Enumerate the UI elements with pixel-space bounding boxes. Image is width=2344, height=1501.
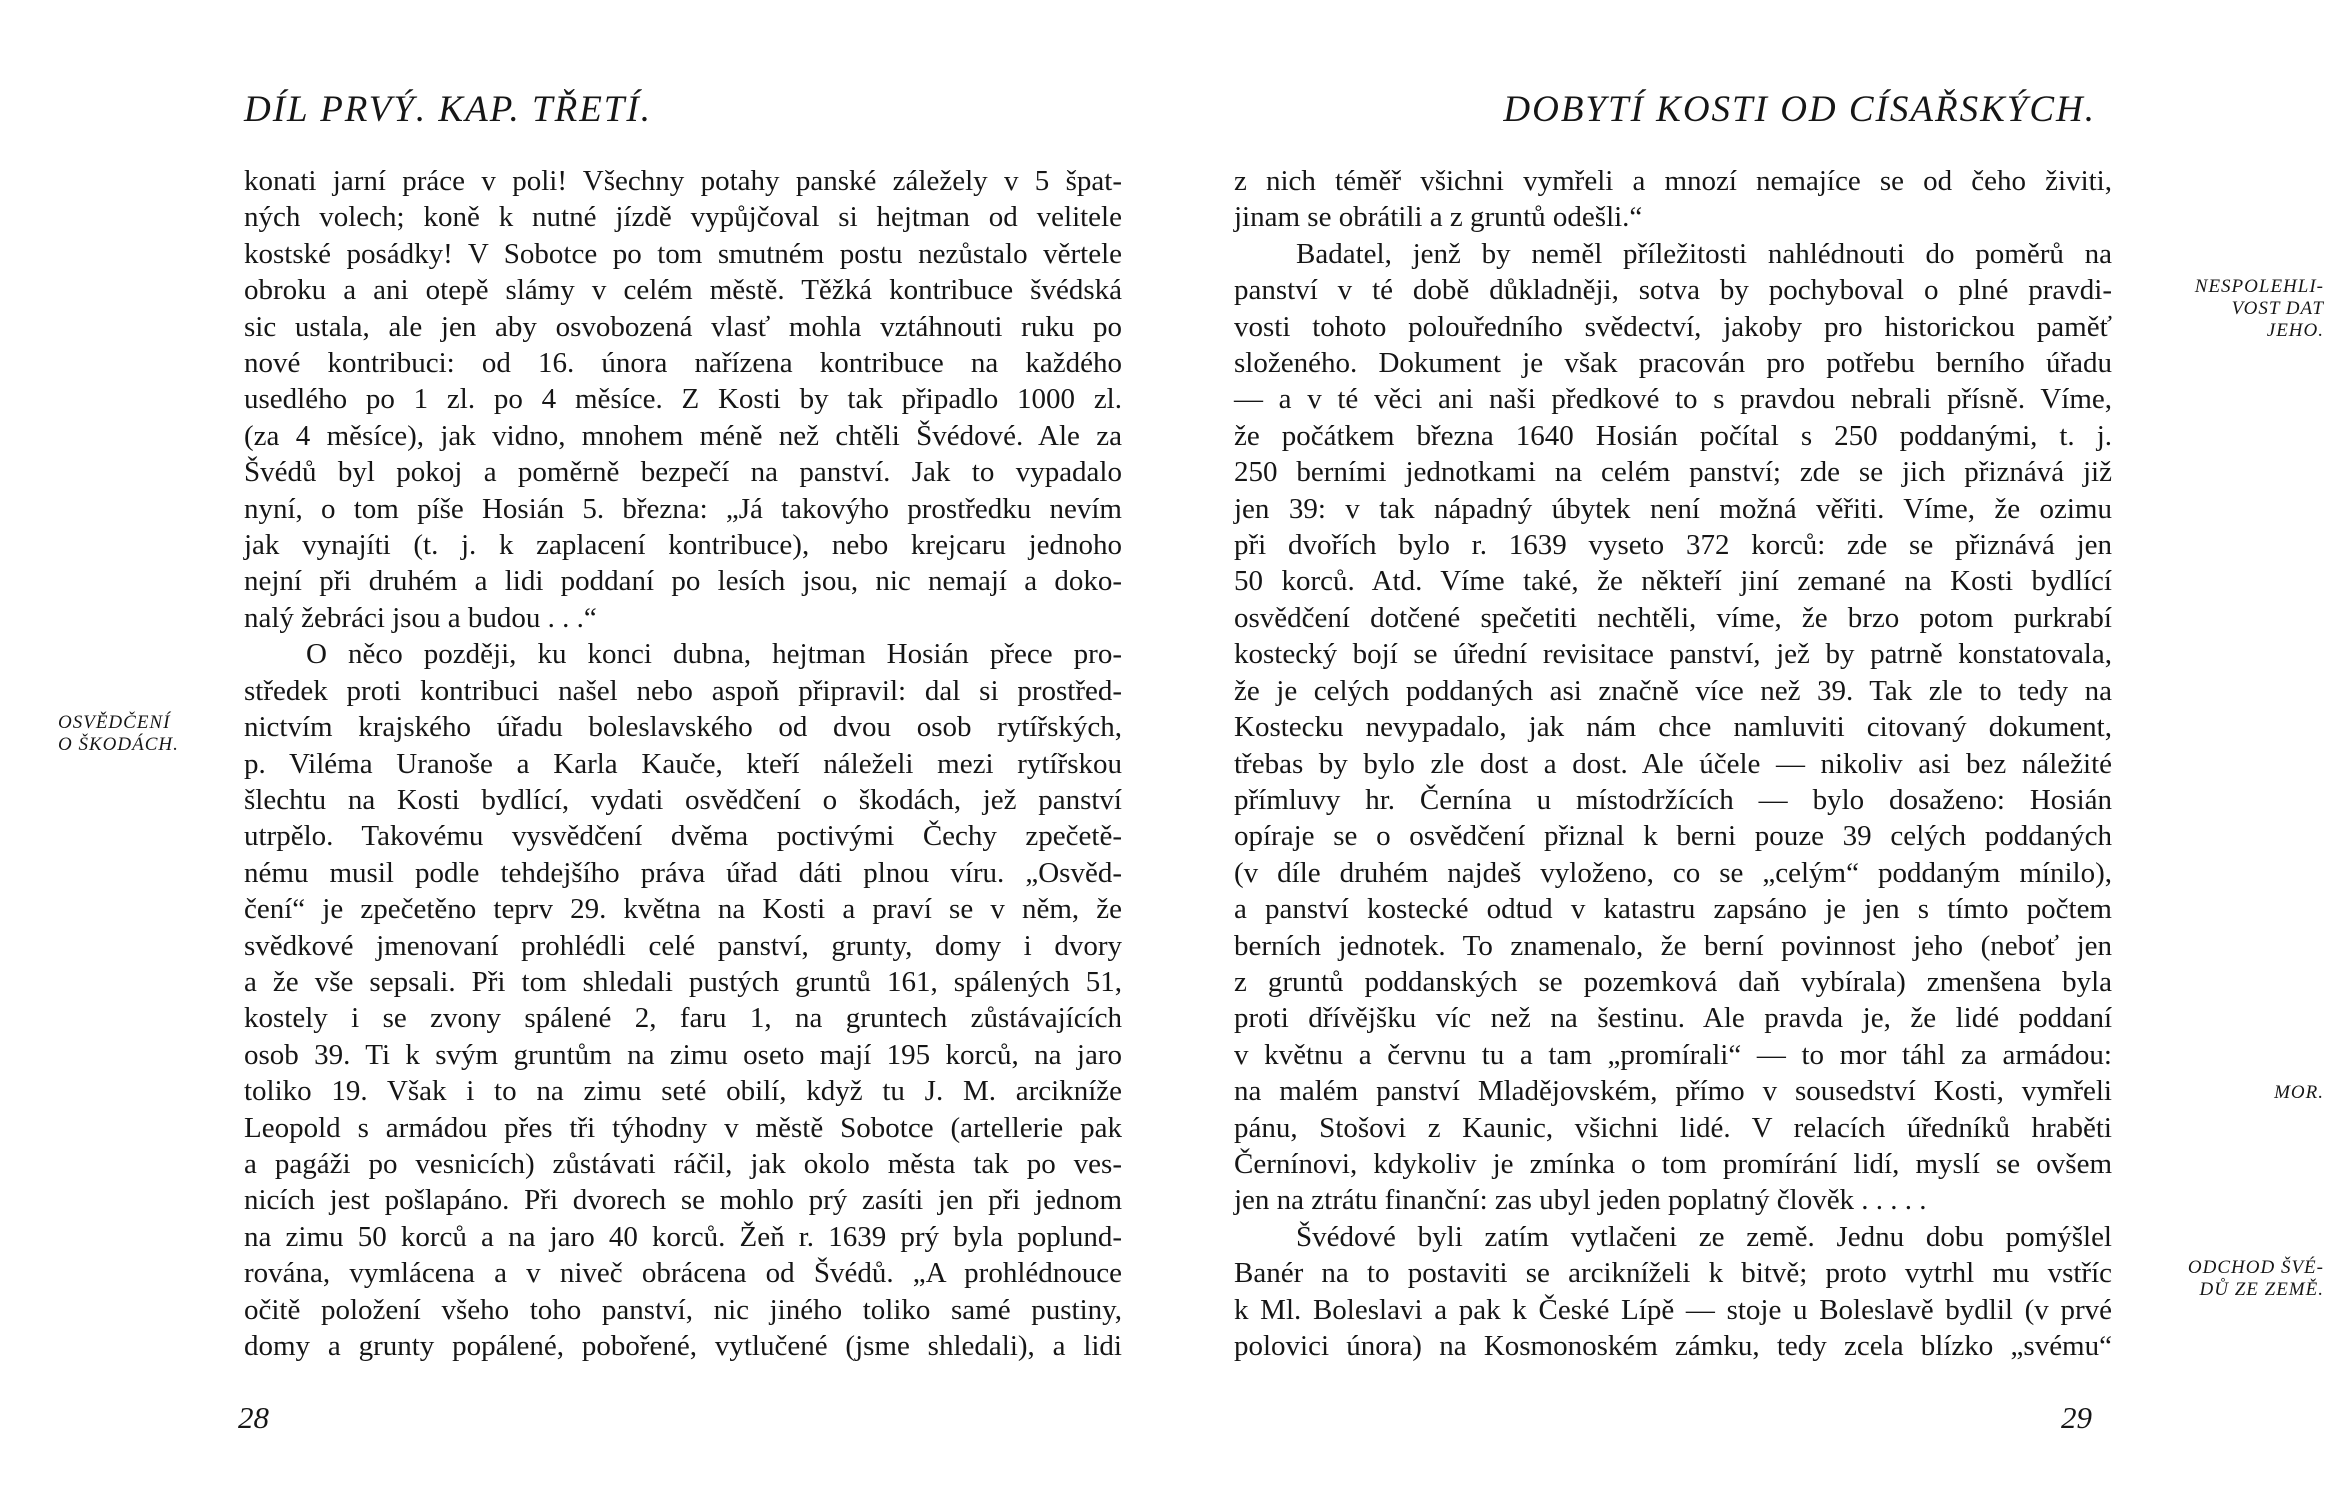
text-line: čení“ je zpečetěno teprv 29. května na Kosti a praví se v něm, že <box>244 893 1122 926</box>
text-line: polovici února) na Kosmonoském zámku, tedy zcela blízko „svému“ <box>1234 1330 2112 1362</box>
text-line: vosti tohoto polouředního svědectví, jakoby pro historickou paměť <box>1234 310 2112 343</box>
text-line: p. Viléma Uranoše a Karla Kauče, kteří náleželi mezi rytířskou <box>244 747 1122 780</box>
text-line: 50 korců. Atd. Víme také, že někteří jiní zemané na Kosti bydlící <box>1234 565 2112 598</box>
text-line: nejní při druhém a lidi poddaní po lesích jsou, nic nemají a doko- <box>244 565 1122 598</box>
text-line: proti dřívějšku víc než na šestinu. Ale pravda je, že lidé poddaní <box>1234 1002 2112 1035</box>
text-line: nové kontribuci: od 16. února nařízena kontribuce na každého <box>244 347 1122 380</box>
margin-note-line: MOR. <box>2274 1082 2324 1103</box>
text-line: 250 berními jednotkami na celém panství; zde se jich přiznává již <box>1234 456 2112 489</box>
body-text <box>1234 163 2112 1364</box>
text-line: přímluvy hr. Černína u místodržících — bylo dosaženo: Hosián <box>1234 783 2112 816</box>
text-line: nalý žebráci jsou a budou . . .“ <box>244 601 597 634</box>
body-text <box>244 163 1122 1364</box>
margin-note-nespolehlivost <box>2195 276 2324 342</box>
margin-note-odchod <box>2188 1257 2324 1301</box>
page-number: 28 <box>238 1400 269 1435</box>
text-line: ných volech; koně k nutné jízdě vypůjčoval si hejtman od velitele <box>244 201 1122 234</box>
text-line: třebas by bylo zle dost a dost. Ale účele — nikoliv asi bez náležité <box>1234 747 2112 780</box>
text-line: při dvořích bylo r. 1639 vyseto 372 korců: zde se přiznává jen <box>1234 529 2112 562</box>
text-line: Černínovi, kdykoliv je zmínka o tom promírání lidí, myslí se ovšem <box>1234 1147 2112 1180</box>
right-page <box>1172 0 2344 1501</box>
margin-note-line: VOST DAT <box>2231 298 2324 319</box>
text-line: středek proti kontribuci našel nebo aspoň připravil: dal si prostřed- <box>244 674 1122 707</box>
margin-note-line: OSVĚDČENÍ <box>58 712 171 733</box>
text-line: Banér na to postaviti se arcikníželi k bitvě; proto vytrhl mu vstříc <box>1234 1257 2112 1290</box>
text-line: z gruntů poddanských se pozemková daň vybírala) zmenšena byla <box>1234 965 2112 998</box>
text-line: svědkové jmenovaní prohlédli celé panství, grunty, domy i dvory <box>244 929 1122 962</box>
margin-note-mor <box>2274 1082 2324 1104</box>
text-line: složeného. Dokument je však pracován pro potřebu berního úřadu <box>1234 347 2112 380</box>
text-line: že je celých poddaných asi značně více než 39. Tak zle to tedy na <box>1234 674 2112 707</box>
text-line: (za 4 měsíce), jak vidno, mnohem méně než chtěli Švédové. Ale za <box>244 419 1122 452</box>
text-line: a panství kostecké odtud v katastru zapsáno je jen s tímto počtem <box>1234 893 2112 926</box>
margin-note-line: O ŠKODÁCH. <box>58 734 179 755</box>
text-line: Badatel, jenž by neměl příležitosti nahlédnouti do poměrů na <box>1296 237 2112 270</box>
text-line: konati jarní práce v poli! Všechny potahy panské záležely v 5 špat- <box>244 165 1122 197</box>
text-line: na zimu 50 korců a na jaro 40 korců. Žeň r. 1639 prý byla poplund- <box>244 1220 1122 1253</box>
text-line: rována, vymlácena a v niveč obrácena od Švédů. „A prohlédnouce <box>244 1257 1122 1290</box>
text-line: a že vše sepsali. Při tom shledali pustých gruntů 161, spálených 51, <box>244 965 1122 998</box>
text-line: domy a grunty popálené, pobořené, vytlučené (jsme shledali), a lidi <box>244 1330 1122 1362</box>
margin-note-line: ODCHOD ŠVÉ- <box>2187 1257 2324 1278</box>
text-line: nému musil podle tehdejšího práva úřad dáti plnou víru. „Osvěd- <box>244 856 1122 889</box>
text-line: osob 39. Ti k svým gruntům na zimu oseto mají 195 korců, na jaro <box>244 1038 1122 1071</box>
running-head: DOBYTÍ KOSTI OD CÍSAŘSKÝCH. <box>1503 89 2096 130</box>
text-line: nicích jest pošlapáno. Při dvorech se mohlo prý zasíti jen při jednom <box>244 1184 1122 1217</box>
text-line: Leopold s armádou přes tři týhodny v městě Sobotce (artellerie pak <box>244 1111 1122 1144</box>
text-line: Švédů byl pokoj a poměrně bezpečí na panství. Jak to vypadalo <box>244 456 1122 489</box>
text-line: nictvím krajského úřadu boleslavského od dvou osob rytířských, <box>244 711 1122 744</box>
text-line: a pagáži po vesnicích) zůstávati ráčil, jak okolo města tak po ves- <box>244 1147 1122 1180</box>
text-line: z nich téměř všichni vymřeli a mnozí nemajíce se od čeho živiti, <box>1234 165 2112 197</box>
text-line: Švédové byli zatím vytlačeni ze země. Jednu dobu pomýšlel <box>1296 1220 2112 1253</box>
text-line: nyní, o tom píše Hosián 5. března: „Já takovýho prostředku nevím <box>244 492 1122 525</box>
text-line: v květnu a červnu tu a tam „promírali“ — to mor táhl za armádou: <box>1234 1038 2112 1071</box>
text-line: že počátkem března 1640 Hosián počítal s 250 poddanými, t. j. <box>1234 419 2112 452</box>
text-line: jak vynajíti (t. j. k zaplacení kontribuce), nebo krejcaru jednoho <box>244 529 1122 562</box>
text-line: (v díle druhém najdeš vyloženo, co se „celým“ poddaným mínilo), <box>1234 856 2112 889</box>
text-line: obroku a ani otepě slámy v celém městě. Těžká kontribuce švédská <box>244 274 1122 307</box>
text-line: k Ml. Boleslavi a pak k České Lípě — stoje u Boleslavě bydlil (v prvé <box>1234 1293 2112 1326</box>
text-line: osvědčení dotčené spečetiti nechtěli, víme, že brzo potom purkrabí <box>1234 601 2112 634</box>
margin-note-line: DŮ ZE ZEMĚ. <box>2199 1279 2324 1300</box>
margin-note-line: NESPOLEHLI- <box>2194 276 2324 297</box>
text-line: panství v té době důkladněji, sotva by pochyboval o plné pravdi- <box>1234 274 2112 307</box>
margin-note-osvedceni <box>58 712 179 756</box>
text-line: kostecký bojí se úřední revisitace panství, jež by patrně konstatovala, <box>1234 638 2112 671</box>
text-line: šlechtu na Kosti bydlící, vydati osvědčení o škodách, jež panství <box>244 783 1122 816</box>
text-line: jinam se obrátili a z gruntů odešli.“ <box>1234 201 1643 234</box>
text-line: usedlého po 1 zl. po 4 měsíce. Z Kosti by tak připadlo 1000 zl. <box>244 383 1122 416</box>
text-line: jen 39: v tak nápadný úbytek není možná věřiti. Víme, že ozimu <box>1234 492 2112 525</box>
text-line: na malém panství Mladějovském, přímo v sousedství Kosti, vymřeli <box>1234 1075 2112 1108</box>
text-line: sic ustala, ale jen aby osvobozená vlasť mohla vztáhnouti ruku po <box>244 310 1122 343</box>
text-line: O něco později, ku konci dubna, hejtman Hosián přece pro- <box>306 638 1122 671</box>
margin-note-line: JEHO. <box>2266 320 2324 341</box>
page-number: 29 <box>2061 1400 2092 1435</box>
text-line: toliko 19. Však i to na zimu seté obilí, když tu J. M. arcikníže <box>244 1075 1122 1108</box>
text-line: berních jednotek. To znamenalo, že berní povinnost jeho (neboť jen <box>1234 929 2112 962</box>
text-line: kostely i se zvony spálené 2, faru 1, na gruntech zůstávajících <box>244 1002 1122 1035</box>
text-line: očitě položení všeho toho panství, nic jiného toliko samé pustiny, <box>244 1293 1122 1326</box>
text-line: pánu, Stošovi z Kaunic, všichni lidé. V relacích úředníků hraběti <box>1234 1111 2112 1144</box>
text-line: kostské posádky! V Sobotce po tom smutném postu nezůstalo věrtele <box>244 237 1122 270</box>
text-line: utrpělo. Takovému vysvědčení dvěma poctivými Čechy zpečetě- <box>244 820 1122 853</box>
text-line: Kostecku nevypadalo, jak nám chce namluviti citovaný dokument, <box>1234 711 2112 744</box>
text-line: — a v té věci ani naši předkové to s pravdou nebrali přísně. Víme, <box>1234 383 2112 416</box>
text-line: jen na ztrátu finanční: zas ubyl jeden poplatný člověk . . . . . <box>1234 1184 1927 1217</box>
text-line: opíraje se o osvědčení přiznal k berni pouze 39 celých poddaných <box>1234 820 2112 853</box>
running-head: DÍL PRVÝ. KAP. TŘETÍ. <box>244 89 652 130</box>
